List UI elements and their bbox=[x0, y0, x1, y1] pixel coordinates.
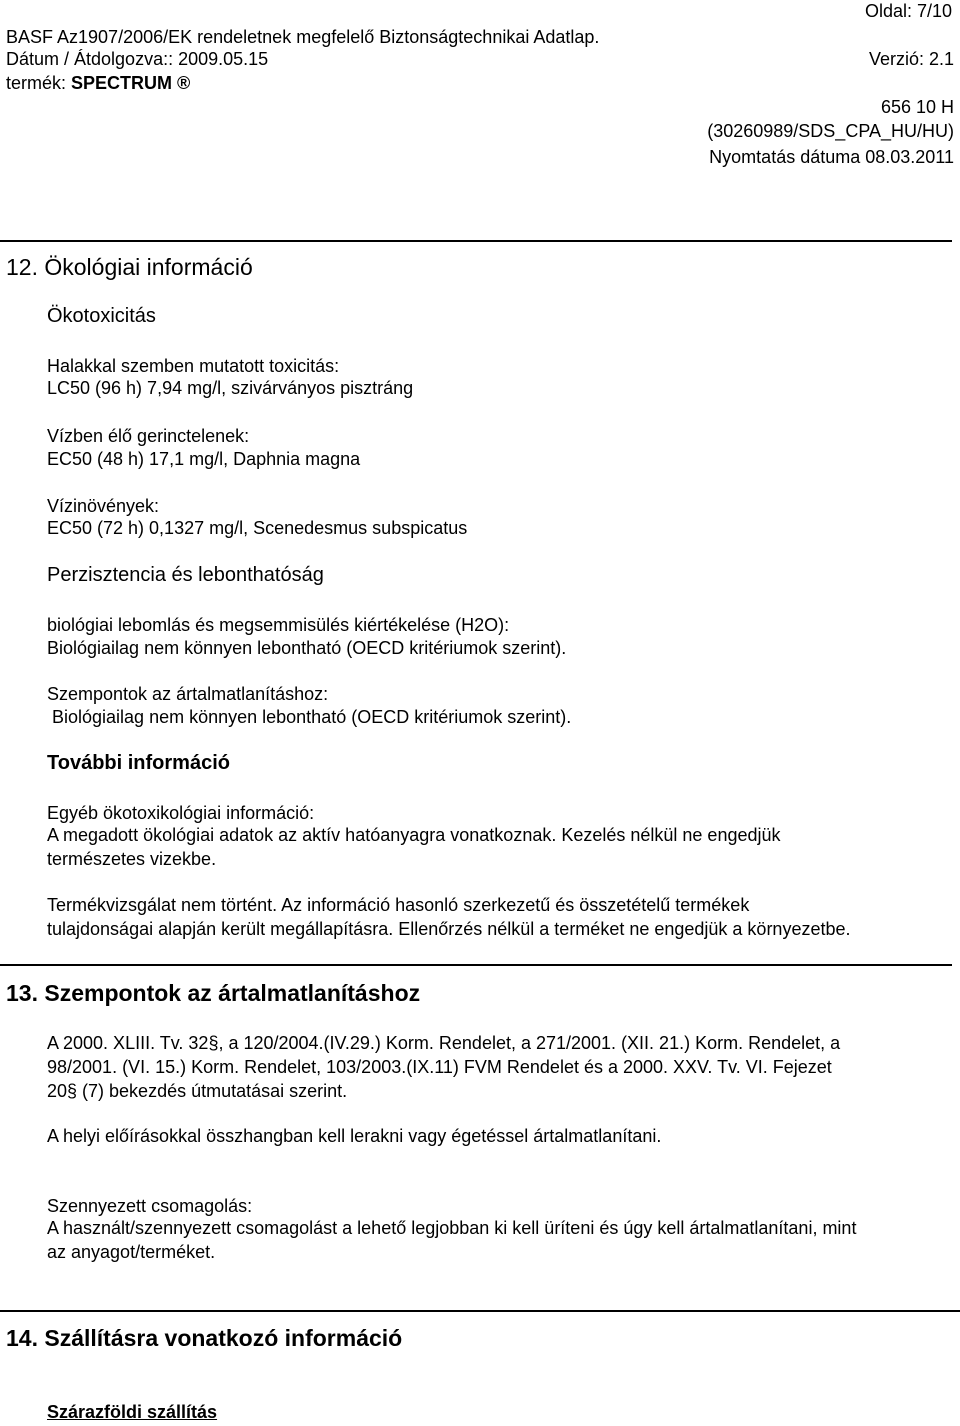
biodegradation-label: biológiai lebomlás és megsemmisülés kiértékelése (H2O): bbox=[47, 615, 510, 635]
invertebrates-value: EC50 (48 h) 17,1 mg/l, Daphnia magna bbox=[47, 449, 361, 469]
regulation-title: BASF Az1907/2006/EK rendeletnek megfelelő Biztonságtechnikai Adatlap. bbox=[6, 27, 600, 47]
further-info-heading: További információ bbox=[47, 752, 230, 774]
page-number: Oldal: 7/10 bbox=[864, 1, 952, 21]
section-14-title: 14. Szállításra vonatkozó információ bbox=[6, 1325, 403, 1351]
fish-toxicity-label: Halakkal szemben mutatott toxicitás: bbox=[47, 356, 340, 376]
ecotox-heading: Ökotoxicitás bbox=[47, 305, 156, 327]
contaminated-packaging-text: A használt/szennyezett csomagolást a lehető legjobban ki kell üríteni és úgy kell ártalmatlanítani, mint az anyagot/terméket. bbox=[47, 1218, 857, 1262]
disposal-aspects-label: Szempontok az ártalmatlanításhoz: bbox=[47, 684, 329, 704]
other-ecotox-label: Egyéb ökotoxikológiai információ: bbox=[47, 803, 315, 823]
contaminated-packaging-label: Szennyezett csomagolás: bbox=[47, 1196, 253, 1216]
aquatic-plants-value: EC50 (72 h) 0,1327 mg/l, Scenedesmus subspicatus bbox=[47, 518, 468, 538]
invertebrates-label: Vízben élő gerinctelenek: bbox=[47, 426, 250, 446]
document-id: (30260989/SDS_CPA_HU/HU) bbox=[707, 121, 954, 141]
disposal-aspects-value: Biológiailag nem könnyen lebontható (OECD kritériumok szerint). bbox=[52, 707, 572, 727]
divider-13 bbox=[0, 964, 952, 966]
section-13-title: 13. Szempontok az ártalmatlanításhoz bbox=[6, 980, 421, 1006]
divider-14 bbox=[0, 1310, 960, 1312]
product-test-text: Termékvizsgálat nem történt. Az információ hasonló szerkezetű és összetételű termékek tulajdonságai alapján került megállapításra. Ellenőrzés nélkül a terméket ne engedjük a környezetbe. bbox=[47, 895, 851, 939]
fish-toxicity-value: LC50 (96 h) 7,94 mg/l, szivárványos pisztráng bbox=[47, 378, 414, 398]
persistence-heading: Perzisztencia és lebonthatóság bbox=[47, 564, 324, 586]
legal-reference-text: A 2000. XLIII. Tv. 32§, a 120/2004.(IV.29.) Korm. Rendelet, a 271/2001. (XII. 21.) Korm. Rendelet, a 98/2001. (VI. 15.) Korm. Rendelet, 103/2003.(IX.11) FVM Rendelet és a 2000. XXV. Tv. VI. Fejezet 20§ (7) bekezdés útmutatásai szerint. bbox=[47, 1033, 841, 1101]
revision-date: Dátum / Átdolgozva:: 2009.05.15 bbox=[6, 49, 269, 69]
other-ecotox-text: A megadott ökológiai adatok az aktív hatóanyagra vonatkoznak. Kezelés nélkül ne engedjük természetes vizekbe. bbox=[47, 825, 781, 869]
divider-top bbox=[0, 240, 952, 242]
land-transport-heading: Szárazföldi szállítás bbox=[47, 1402, 218, 1422]
local-regulations-text: A helyi előírásokkal összhangban kell lerakni vagy égetéssel ártalmatlanítani. bbox=[47, 1126, 662, 1146]
product-line bbox=[6, 72, 190, 94]
version-label: Verzió: 2.1 bbox=[868, 49, 954, 69]
section-12-title: 12. Ökológiai információ bbox=[6, 254, 253, 280]
product-name: SPECTRUM bbox=[71, 73, 173, 93]
biodegradation-value: Biológiailag nem könnyen lebontható (OECD kritériumok szerint). bbox=[47, 638, 567, 658]
print-date: Nyomtatás dátuma 08.03.2011 bbox=[709, 147, 954, 167]
aquatic-plants-label: Vízinövények: bbox=[47, 496, 160, 516]
product-prefix: termék: bbox=[6, 73, 72, 93]
registered-mark: ® bbox=[177, 73, 191, 93]
product-code: 656 10 H bbox=[880, 97, 954, 117]
